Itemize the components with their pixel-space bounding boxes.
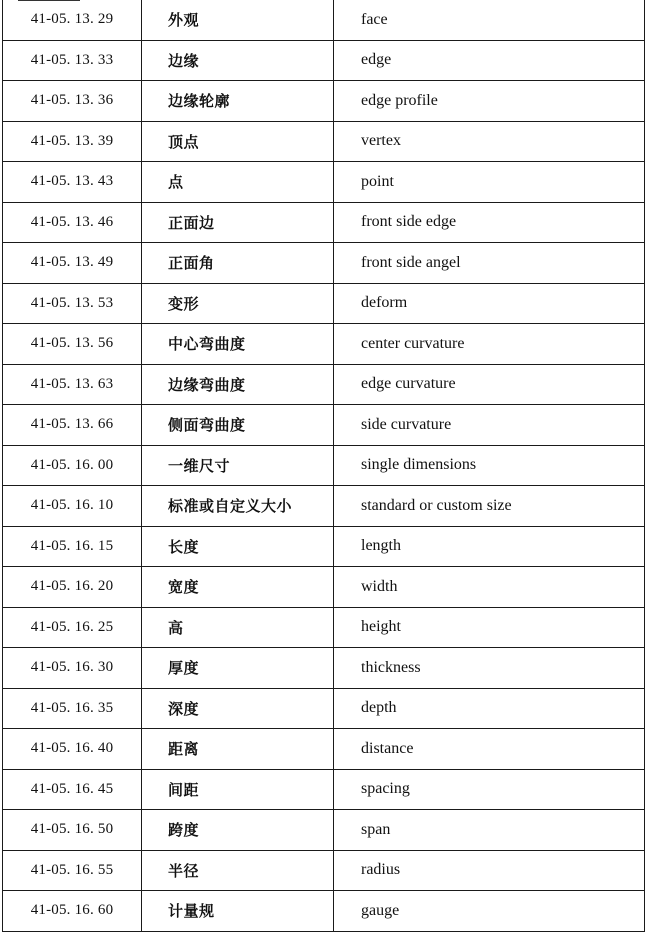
table-row [3, 850, 645, 891]
english-term-cell: standard or custom size [334, 486, 645, 527]
english-term-cell: height [334, 607, 645, 648]
code-cell: 41-05. 13. 46 [3, 202, 142, 243]
english-term-cell: edge profile [334, 81, 645, 122]
table-row [3, 526, 645, 567]
chinese-term-cell: 变形 [142, 283, 334, 324]
code-cell: 41-05. 16. 30 [3, 648, 142, 689]
english-term-cell: front side angel [334, 243, 645, 284]
english-term-cell: single dimensions [334, 445, 645, 486]
english-term-cell: radius [334, 850, 645, 891]
table-row [3, 81, 645, 122]
english-term-cell: deform [334, 283, 645, 324]
table-row [3, 40, 645, 81]
chinese-term-cell: 边缘弯曲度 [142, 364, 334, 405]
table-row [3, 162, 645, 203]
english-term-cell: edge [334, 40, 645, 81]
table-row [3, 486, 645, 527]
english-term-cell: span [334, 810, 645, 851]
chinese-term-cell: 中心弯曲度 [142, 324, 334, 365]
code-cell: 41-05. 16. 50 [3, 810, 142, 851]
table-row [3, 243, 645, 284]
table-row [3, 729, 645, 770]
chinese-term-cell: 正面边 [142, 202, 334, 243]
code-cell: 41-05. 16. 10 [3, 486, 142, 527]
english-term-cell: vertex [334, 121, 645, 162]
code-cell: 41-05. 13. 53 [3, 283, 142, 324]
code-cell: 41-05. 16. 15 [3, 526, 142, 567]
english-term-cell: center curvature [334, 324, 645, 365]
chinese-term-cell: 标准或自定义大小 [142, 486, 334, 527]
chinese-term-cell: 顶点 [142, 121, 334, 162]
english-term-cell: point [334, 162, 645, 203]
english-term-cell: side curvature [334, 405, 645, 446]
table-row [3, 891, 645, 932]
code-cell: 41-05. 13. 33 [3, 40, 142, 81]
chinese-term-cell: 边缘 [142, 40, 334, 81]
code-cell: 41-05. 13. 56 [3, 324, 142, 365]
chinese-term-cell: 计量规 [142, 891, 334, 932]
chinese-term-cell: 高 [142, 607, 334, 648]
table-row [3, 364, 645, 405]
chinese-term-cell: 点 [142, 162, 334, 203]
table-row [3, 607, 645, 648]
table-row [3, 567, 645, 608]
table-row [3, 648, 645, 689]
table-row [3, 405, 645, 446]
english-term-cell: gauge [334, 891, 645, 932]
chinese-term-cell: 跨度 [142, 810, 334, 851]
code-cell: 41-05. 16. 60 [3, 891, 142, 932]
table-row [3, 283, 645, 324]
english-term-cell: distance [334, 729, 645, 770]
english-term-cell: edge curvature [334, 364, 645, 405]
code-cell: 41-05. 16. 40 [3, 729, 142, 770]
table-row [3, 324, 645, 365]
chinese-term-cell: 一维尺寸 [142, 445, 334, 486]
table-row [3, 810, 645, 851]
chinese-term-cell: 边缘轮廓 [142, 81, 334, 122]
chinese-term-cell: 长度 [142, 526, 334, 567]
table-row [3, 445, 645, 486]
chinese-term-cell: 半径 [142, 850, 334, 891]
code-cell: 41-05. 13. 29 [3, 0, 142, 40]
chinese-term-cell: 距离 [142, 729, 334, 770]
chinese-term-cell: 深度 [142, 688, 334, 729]
english-term-cell: length [334, 526, 645, 567]
table-row [3, 202, 645, 243]
code-cell: 41-05. 16. 20 [3, 567, 142, 608]
english-term-cell: width [334, 567, 645, 608]
code-cell: 41-05. 16. 55 [3, 850, 142, 891]
code-cell: 41-05. 13. 49 [3, 243, 142, 284]
chinese-term-cell: 间距 [142, 769, 334, 810]
code-cell: 41-05. 16. 00 [3, 445, 142, 486]
code-cell: 41-05. 16. 45 [3, 769, 142, 810]
english-term-cell: spacing [334, 769, 645, 810]
terminology-table-body [3, 0, 645, 931]
chinese-term-cell: 侧面弯曲度 [142, 405, 334, 446]
code-cell: 41-05. 16. 35 [3, 688, 142, 729]
code-cell: 41-05. 13. 66 [3, 405, 142, 446]
english-term-cell: depth [334, 688, 645, 729]
english-term-cell: front side edge [334, 202, 645, 243]
code-cell: 41-05. 16. 25 [3, 607, 142, 648]
english-term-cell: face [334, 0, 645, 40]
code-cell: 41-05. 13. 39 [3, 121, 142, 162]
table-row [3, 0, 645, 40]
chinese-term-cell: 宽度 [142, 567, 334, 608]
english-term-cell: thickness [334, 648, 645, 689]
code-cell: 41-05. 13. 36 [3, 81, 142, 122]
chinese-term-cell: 外观 [142, 0, 334, 40]
terminology-table [2, 0, 645, 932]
chinese-term-cell: 正面角 [142, 243, 334, 284]
code-cell: 41-05. 13. 63 [3, 364, 142, 405]
table-row [3, 688, 645, 729]
table-row [3, 121, 645, 162]
table-row [3, 769, 645, 810]
code-cell: 41-05. 13. 43 [3, 162, 142, 203]
chinese-term-cell: 厚度 [142, 648, 334, 689]
